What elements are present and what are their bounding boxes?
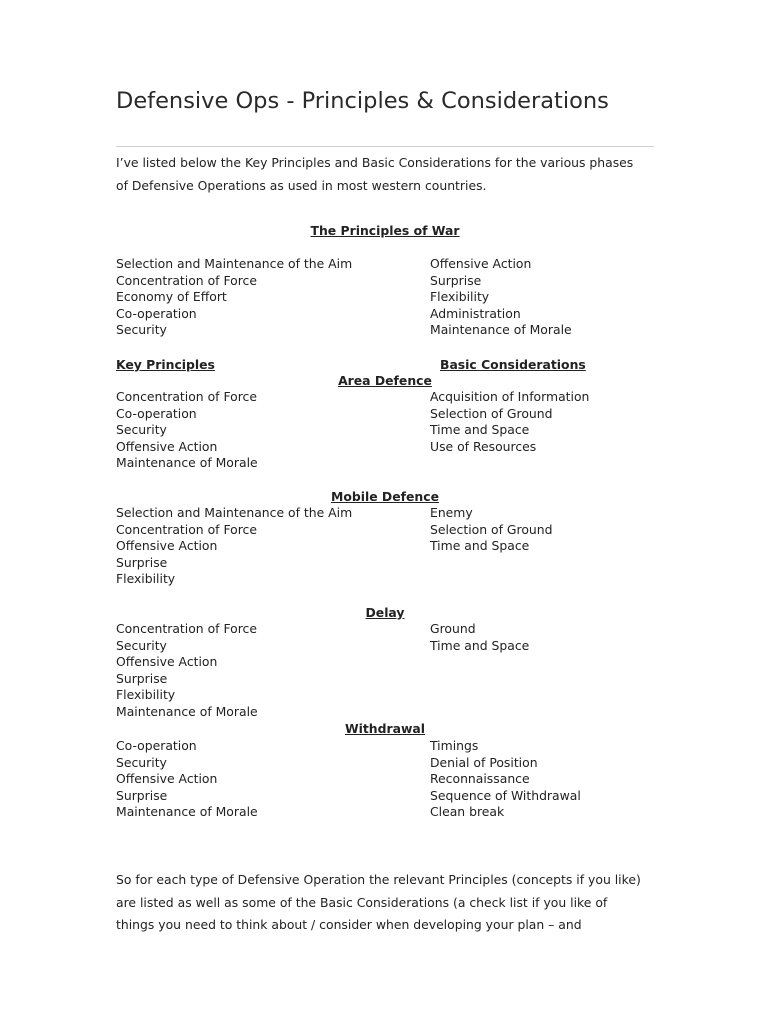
area-defence-heading: Area Defence bbox=[338, 373, 432, 388]
list-item: Surprise bbox=[116, 670, 168, 686]
list-row bbox=[116, 571, 654, 588]
list-item: Maintenance of Morale bbox=[430, 322, 572, 338]
list-item: Selection and Maintenance of the Aim bbox=[116, 256, 353, 271]
list-item: Maintenance of Morale bbox=[116, 703, 258, 719]
closing-paragraph: So for each type of Defensive Operation the relevant Principles (concepts if you like) are listed as well as some of the Basic Considerations (a check list if you like of things you need to think about / consider when developing your plan – and bbox=[116, 872, 641, 932]
list-row bbox=[116, 422, 654, 439]
list-row bbox=[116, 555, 654, 572]
title-divider bbox=[116, 146, 654, 147]
intro-paragraph: I’ve listed below the Key Principles and Basic Considerations for the various phases of Defensive Operations as used in most western countries. bbox=[116, 155, 634, 193]
list-row bbox=[116, 671, 654, 688]
list-item: Security bbox=[116, 637, 167, 653]
list-item: Selection of Ground bbox=[430, 405, 553, 421]
list-item: Concentration of Force bbox=[116, 272, 257, 288]
list-item: Use of Resources bbox=[430, 438, 537, 454]
list-item: Economy of Effort bbox=[116, 289, 227, 305]
list-item: Offensive Action bbox=[116, 771, 218, 787]
list-item: Security bbox=[116, 322, 167, 338]
page-title: Defensive Ops - Principles & Considerations bbox=[116, 88, 609, 114]
list-item: Time and Space bbox=[430, 538, 530, 554]
list-row bbox=[116, 738, 654, 755]
list-row bbox=[116, 638, 654, 655]
list-item: Co-operation bbox=[116, 405, 197, 421]
list-row bbox=[116, 505, 654, 522]
list-row bbox=[116, 306, 654, 323]
list-row bbox=[116, 455, 654, 472]
list-item: Co-operation bbox=[116, 738, 197, 753]
list-row bbox=[116, 621, 654, 638]
list-item: Maintenance of Morale bbox=[116, 804, 258, 820]
list-row bbox=[116, 538, 654, 555]
list-row bbox=[116, 654, 654, 671]
list-row bbox=[116, 289, 654, 306]
principles-of-war-list bbox=[116, 256, 654, 339]
delay-heading: Delay bbox=[365, 605, 405, 620]
list-item: Flexibility bbox=[430, 289, 490, 305]
list-row bbox=[116, 439, 654, 456]
list-item: Surprise bbox=[116, 787, 168, 803]
list-row bbox=[116, 704, 654, 721]
list-item: Administration bbox=[430, 305, 521, 321]
list-row bbox=[116, 804, 654, 821]
list-item: Surprise bbox=[430, 272, 482, 288]
withdrawal-list bbox=[116, 738, 654, 821]
list-item: Security bbox=[116, 754, 167, 770]
list-item: Timings bbox=[430, 738, 479, 753]
list-item: Co-operation bbox=[116, 305, 197, 321]
area-defence-list bbox=[116, 389, 654, 472]
list-item: Denial of Position bbox=[430, 754, 538, 770]
list-row bbox=[116, 322, 654, 339]
list-item: Flexibility bbox=[116, 571, 176, 587]
list-row bbox=[116, 788, 654, 805]
list-item: Concentration of Force bbox=[116, 521, 257, 537]
list-item: Offensive Action bbox=[116, 654, 218, 670]
list-row bbox=[116, 273, 654, 290]
delay-list bbox=[116, 621, 654, 721]
list-item: Selection of Ground bbox=[430, 521, 553, 537]
list-item: Flexibility bbox=[116, 687, 176, 703]
list-item: Surprise bbox=[116, 554, 168, 570]
list-item: Offensive Action bbox=[430, 256, 532, 271]
list-item: Enemy bbox=[430, 505, 473, 520]
list-item: Clean break bbox=[430, 804, 505, 820]
list-item: Concentration of Force bbox=[116, 389, 257, 404]
list-item: Sequence of Withdrawal bbox=[430, 787, 581, 803]
list-row bbox=[116, 406, 654, 423]
key-principles-heading: Key Principles bbox=[116, 357, 215, 372]
list-item: Ground bbox=[430, 621, 476, 636]
list-item: Offensive Action bbox=[116, 438, 218, 454]
list-item: Offensive Action bbox=[116, 538, 218, 554]
list-item: Selection and Maintenance of the Aim bbox=[116, 505, 353, 520]
basic-considerations-heading: Basic Considerations bbox=[440, 357, 586, 372]
list-item: Time and Space bbox=[430, 422, 530, 438]
list-item: Concentration of Force bbox=[116, 621, 257, 636]
list-item: Security bbox=[116, 422, 167, 438]
withdrawal-heading: Withdrawal bbox=[344, 721, 426, 736]
mobile-defence-list bbox=[116, 505, 654, 588]
list-row bbox=[116, 771, 654, 788]
list-item: Reconnaissance bbox=[430, 771, 530, 787]
list-row bbox=[116, 522, 654, 539]
list-row bbox=[116, 389, 654, 406]
list-row bbox=[116, 256, 654, 273]
list-row bbox=[116, 687, 654, 704]
list-row bbox=[116, 755, 654, 772]
list-item: Time and Space bbox=[430, 637, 530, 653]
list-item: Maintenance of Morale bbox=[116, 455, 258, 471]
principles-of-war-heading: The Principles of War bbox=[310, 223, 460, 238]
list-item: Acquisition of Information bbox=[430, 389, 590, 404]
mobile-defence-heading: Mobile Defence bbox=[331, 489, 439, 504]
